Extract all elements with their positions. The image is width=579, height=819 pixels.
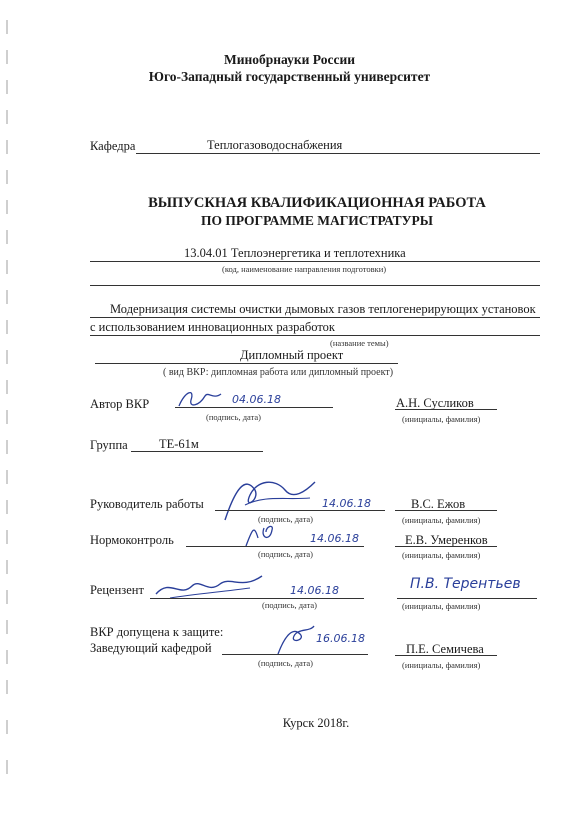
title-line2: ПО ПРОГРАММЕ МАГИСТРАТУРЫ: [200, 213, 434, 228]
department-underline: [136, 153, 540, 154]
supervisor-label: Руководитель работы: [90, 497, 204, 511]
author-name-caption: (инициалы, фамилия): [402, 414, 481, 424]
reviewer-signature-underline: [150, 598, 364, 599]
author-signature-caption: (подпись, дата): [206, 412, 262, 422]
direction-value: 13.04.01 Теплоэнергетика и теплотехника: [184, 246, 406, 260]
department-value: Теплогазоводоснабжения: [207, 138, 343, 152]
topic-line1: Модернизация системы очистки дымовых газов теплогенерирующих установок: [110, 302, 536, 316]
head-signature: [270, 622, 320, 658]
author-signature: [175, 386, 225, 414]
head-name-caption: (инициалы, фамилия): [402, 660, 481, 670]
supervisor-signature-date: 14.06.18: [322, 497, 371, 510]
supervisor-name-underline: [395, 510, 497, 511]
work-type-value: Дипломный проект: [240, 348, 344, 362]
direction-underline-2: [90, 285, 540, 286]
author-signature-date: 04.06.18: [232, 393, 281, 406]
direction-underline: [90, 261, 540, 262]
group-underline: [131, 451, 263, 452]
group-label: Группа: [90, 438, 128, 452]
city-year: Курск 2018г.: [282, 716, 350, 730]
author-name-underline: [395, 409, 497, 410]
supervisor-signature-caption: (подпись, дата): [258, 514, 314, 524]
reviewer-name: П.В. Терентьев: [410, 576, 521, 592]
norm-control-label: Нормоконтроль: [90, 533, 174, 547]
department-label: Кафедра: [90, 139, 136, 153]
topic-line2: с использованием инновационных разработок: [90, 320, 335, 334]
head-signature-caption: (подпись, дата): [258, 658, 314, 668]
author-name: А.Н. Сусликов: [396, 396, 474, 410]
norm-control-signature-date: 14.06.18: [310, 532, 359, 545]
topic-caption: (название темы): [330, 338, 389, 348]
norm-control-signature-caption: (подпись, дата): [258, 549, 314, 559]
reviewer-name-caption: (инициалы, фамилия): [402, 601, 481, 611]
supervisor-signature-underline: [215, 510, 385, 511]
university: Юго-Западный государственный университет: [148, 69, 431, 84]
admission-label: ВКР допущена к защите:: [90, 625, 224, 639]
head-name: П.Е. Семичева: [406, 642, 484, 656]
head-name-underline: [395, 655, 497, 656]
reviewer-label: Рецензент: [90, 583, 144, 597]
norm-control-name-caption: (инициалы, фамилия): [402, 550, 481, 560]
reviewer-signature-date: 14.06.18: [290, 584, 339, 597]
head-signature-date: 16.06.18: [316, 632, 365, 645]
norm-control-signature-underline: [186, 546, 364, 547]
ministry: Минобрнауки России: [223, 52, 356, 67]
title-line1: ВЫПУСКНАЯ КВАЛИФИКАЦИОННАЯ РАБОТА: [148, 195, 486, 211]
head-signature-underline: [222, 654, 368, 655]
author-label: Автор ВКР: [90, 397, 150, 411]
reviewer-signature-caption: (подпись, дата): [262, 600, 318, 610]
reviewer-name-underline: [397, 598, 537, 599]
group-value: ТЕ-61м: [159, 437, 199, 451]
head-label: Заведующий кафедрой: [90, 641, 212, 655]
supervisor-name: В.С. Ежов: [411, 497, 466, 511]
work-type-underline: [95, 363, 398, 364]
norm-control-name: Е.В. Умеренков: [405, 533, 488, 547]
author-signature-underline: [175, 407, 333, 408]
work-type-caption: ( вид ВКР: дипломная работа или дипломный проект): [163, 367, 394, 378]
topic-underline-1: [90, 317, 540, 318]
topic-underline-2: [90, 335, 540, 336]
supervisor-name-caption: (инициалы, фамилия): [402, 515, 481, 525]
direction-caption: (код, наименование направления подготовки): [222, 264, 387, 274]
norm-control-name-underline: [395, 546, 497, 547]
